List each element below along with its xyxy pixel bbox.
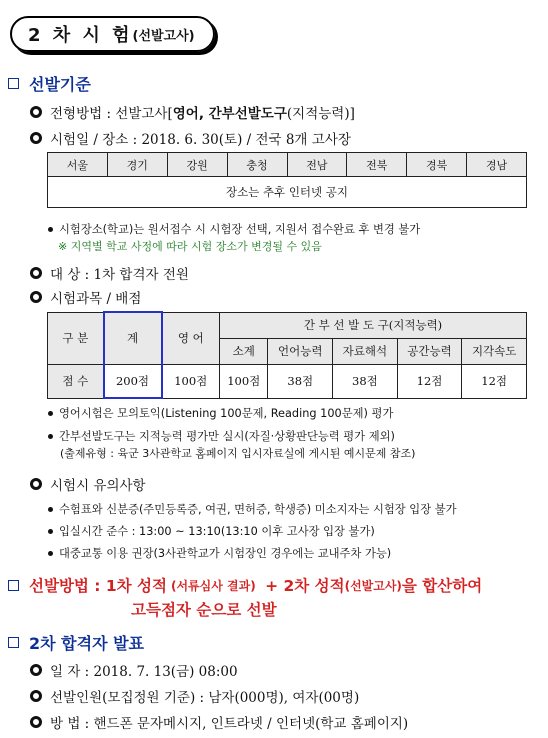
region-cell: 경북 (407, 153, 467, 177)
subcol-header: 자료해석 (333, 338, 398, 364)
exam-type-note: (출제유형 : 육군 3사관학교 홈페이지 입시자료실에 게시된 예시문제 참조) (60, 447, 416, 460)
bullet-dot-icon (48, 551, 53, 556)
bullet-aptitude (48, 428, 395, 444)
section-heading-method (8, 574, 482, 596)
score-table (47, 311, 527, 399)
score-cell: 200점 (104, 364, 162, 398)
page-title (10, 16, 215, 52)
section-heading-criteria (8, 72, 91, 95)
subcol-header: 소계 (220, 338, 268, 364)
bullet-dot-icon (48, 411, 53, 416)
caution-item (48, 523, 375, 539)
caution-item (48, 501, 457, 517)
circle-bullet-icon (30, 291, 42, 303)
score-cell: 12점 (397, 364, 462, 398)
method-label: 전형방법 : 선발고사[ (50, 106, 173, 122)
result-date (30, 660, 238, 680)
group-header: 간 부 선 발 도 구(지적능력) (220, 312, 527, 338)
bullet-text: 수험표와 신분증(주민등록증, 여권, 면허증, 학생증) 미소지자는 시험장 입장 불가 (59, 503, 457, 516)
method-bold: 영어, 간부선발도구 (172, 106, 287, 122)
score-cell: 12점 (462, 364, 527, 398)
region-cell: 서울 (48, 153, 108, 177)
bullet-dot-icon (48, 507, 53, 512)
score-cell: 100점 (220, 364, 268, 398)
method-part: + 2차 성적 (259, 577, 345, 595)
method-part: 을 합산하여 (401, 577, 483, 595)
checkbox-square-icon (8, 637, 19, 648)
region-cell: 전북 (347, 153, 407, 177)
region-cell: 경기 (107, 153, 167, 177)
circle-bullet-icon (30, 106, 42, 118)
bullet-text: 영어시험은 모의토익(Listening 100문제, Reading 100문제) 평가 (59, 407, 394, 420)
subcol-header: 공간능력 (397, 338, 462, 364)
result-count-text: 선발인원(모집정원 기준) : 남자(000명), 여자(00명) (50, 690, 360, 706)
target-text: 대 상 : 1차 합격자 전원 (50, 267, 189, 283)
result-method-text: 방 법 : 핸드폰 문자메시지, 인트라넷 / 인터넷(학교 홈페이지) (50, 716, 409, 732)
method-line (30, 102, 355, 122)
regions-table (47, 152, 527, 208)
circle-bullet-icon (30, 478, 42, 490)
bullet-text: 시험장소(학교)는 원서접수 시 시험장 선택, 지원서 접수완료 후 변경 불가 (59, 223, 421, 236)
subcol-header: 지각속도 (462, 338, 527, 364)
checkbox-square-icon (8, 78, 19, 89)
result-method (30, 712, 408, 732)
checkbox-square-icon (8, 580, 19, 591)
subjects-line (30, 287, 141, 307)
section-heading-results (8, 631, 144, 654)
score-cell: 38점 (333, 364, 398, 398)
method-part: (서류심사 결과) (170, 578, 256, 593)
bullet-dot-icon (48, 529, 53, 534)
method-part: (선발고사) (344, 578, 402, 593)
caution-heading-text: 시험시 유의사항 (50, 478, 146, 494)
method-tail: (지적능력)] (286, 106, 355, 122)
circle-bullet-icon (30, 690, 42, 702)
date-place-text: 시험일 / 장소 : 2018. 6. 30(토) / 전국 8개 고사장 (50, 132, 351, 148)
bullet-dot-icon (48, 434, 53, 439)
bullet-dot-icon (48, 227, 53, 232)
score-cell: 100점 (162, 364, 220, 398)
date-place-line (30, 128, 351, 148)
circle-bullet-icon (30, 132, 42, 144)
result-date-text: 일 자 : 2018. 7. 13(금) 08:00 (50, 664, 238, 680)
region-cell: 경남 (467, 153, 527, 177)
regions-row (48, 153, 527, 177)
total-header: 계 (104, 312, 162, 364)
bullet-text: 대중교통 이용 권장(3사관학교가 시험장인 경우에는 교내주차 가능) (59, 547, 392, 560)
bullet-text: 입실시간 준수 : 13:00 ~ 13:10(13:10 이후 고사장 입장 불가) (59, 525, 375, 538)
subcol-header: 언어능력 (268, 338, 333, 364)
method-part: 선발방법 : 1차 성적 (29, 577, 167, 595)
circle-bullet-icon (30, 267, 42, 279)
target-line (30, 263, 189, 283)
heading-text: 2차 합격자 발표 (29, 634, 145, 653)
heading-text: 선발기준 (29, 75, 91, 94)
result-count (30, 686, 359, 706)
region-cell: 강원 (167, 153, 227, 177)
bullet-location (48, 221, 420, 237)
region-cell: 충청 (227, 153, 287, 177)
caution-heading (30, 474, 146, 494)
title-main: 2 차 시 험 (28, 25, 133, 46)
circle-bullet-icon (30, 716, 42, 728)
row-label: 점 수 (48, 364, 104, 398)
method-line2: 고득점자 순으로 선발 (131, 601, 277, 619)
subjects-text: 시험과목 / 배점 (50, 291, 142, 307)
col-label: 구 분 (48, 312, 104, 364)
caution-item (48, 545, 391, 561)
english-header: 영 어 (162, 312, 220, 364)
circle-bullet-icon (30, 664, 42, 676)
bullet-text: 간부선발도구는 지적능력 평가만 실시(자질·상황판단능력 평가 제외) (59, 430, 395, 443)
score-cell: 38점 (268, 364, 333, 398)
title-sub: (선발고사) (132, 28, 195, 44)
region-cell: 전남 (287, 153, 347, 177)
bullet-english (48, 405, 393, 421)
location-warning: ※ 지역별 학교 사정에 따라 시험 장소가 변경될 수 있음 (58, 240, 322, 253)
place-note: 장소는 추후 인터넷 공지 (48, 177, 527, 208)
